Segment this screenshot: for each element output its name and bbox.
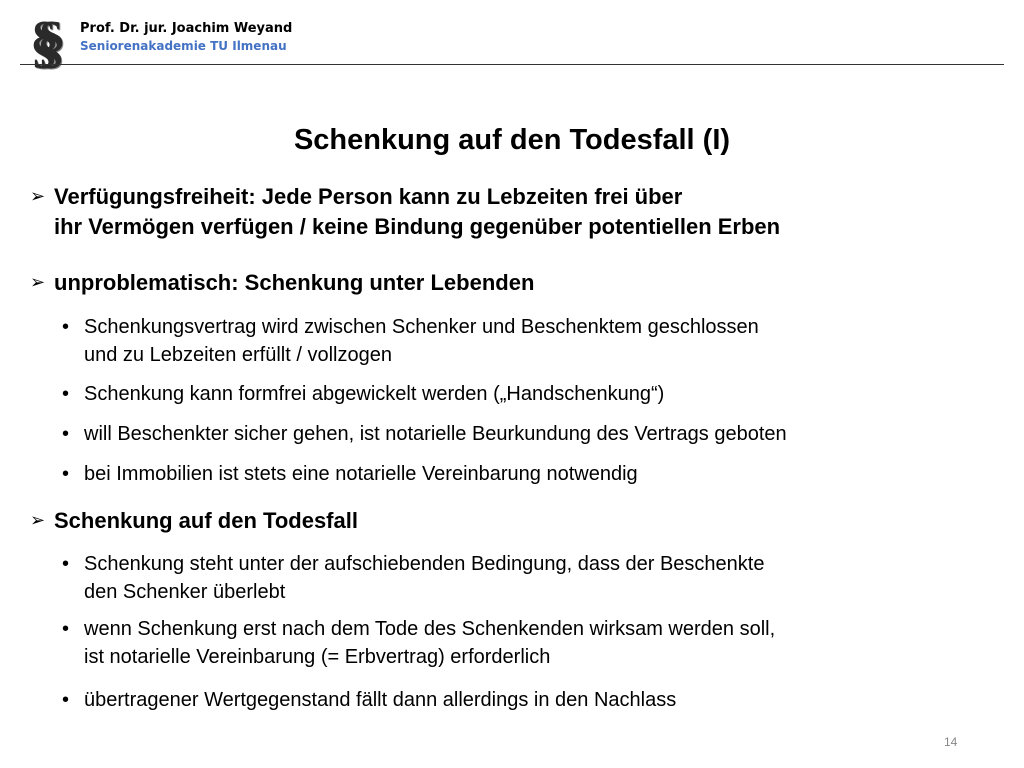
main-bullet-unproblematisch <box>30 268 534 298</box>
bullet-line: den Schenker überlebt <box>84 581 286 603</box>
header-divider <box>20 64 1004 65</box>
main-bullet-todesfall <box>30 506 358 536</box>
main-bullet-verfuegungsfreiheit <box>30 182 780 242</box>
sub-bullet-immobilien <box>62 460 638 488</box>
header <box>80 20 292 55</box>
bullet-line: und zu Lebzeiten erfüllt / vollzogen <box>84 344 392 366</box>
bullet-line: wenn Schenkung erst nach dem Tode des Schenkenden wirksam werden soll, <box>84 618 776 640</box>
arrow-bullet-icon: ➢ <box>30 272 46 293</box>
author-name: Prof. Dr. jur. Joachim Weyand <box>80 21 293 36</box>
bullet-line: Schenkungsvertrag wird zwischen Schenker und Beschenktem geschlossen <box>84 316 759 338</box>
page-number: 14 <box>944 735 958 749</box>
institution-name: Seniorenakademie TU Ilmenau <box>80 39 287 53</box>
arrow-bullet-icon: ➢ <box>30 186 46 207</box>
bullet-line: Verfügungsfreiheit: Jede Person kann zu Lebzeiten frei über <box>54 184 683 209</box>
sub-bullet-schenkungsvertrag <box>62 313 759 369</box>
bullet-line: Schenkung auf den Todesfall <box>54 508 358 533</box>
sub-bullet-notarielle-beurkundung <box>62 420 787 448</box>
sub-bullet-formfrei <box>62 380 664 408</box>
dot-bullet-icon: • <box>62 553 70 575</box>
bullet-line: ihr Vermögen verfügen / keine Bindung gegenüber potentiellen Erben <box>54 214 781 239</box>
dot-bullet-icon: • <box>62 423 70 445</box>
bullet-line: bei Immobilien ist stets eine notarielle Vereinbarung notwendig <box>84 463 638 485</box>
dot-bullet-icon: • <box>62 316 70 338</box>
bullet-line: will Beschenkter sicher gehen, ist notarielle Beurkundung des Vertrags geboten <box>84 423 787 445</box>
dot-bullet-icon: • <box>62 383 70 405</box>
bullet-line: ist notarielle Vereinbarung (= Erbvertrag) erforderlich <box>84 646 551 668</box>
bullet-line: übertragener Wertgegenstand fällt dann allerdings in den Nachlass <box>84 689 677 711</box>
dot-bullet-icon: • <box>62 618 70 640</box>
sub-bullet-erbvertrag <box>62 615 775 671</box>
sub-bullet-nachlass <box>62 686 676 714</box>
arrow-bullet-icon: ➢ <box>30 510 46 531</box>
bullet-line: Schenkung steht unter der aufschiebenden Bedingung, dass der Beschenkte <box>84 553 765 575</box>
dot-bullet-icon: • <box>62 463 70 485</box>
slide-title: Schenkung auf den Todesfall (I) <box>293 124 731 156</box>
sub-bullet-aufschiebende-bedingung <box>62 550 764 606</box>
logo-section-sign: §§ <box>30 9 44 74</box>
bullet-line: unproblematisch: Schenkung unter Lebenden <box>54 270 535 295</box>
dot-bullet-icon: • <box>62 689 70 711</box>
bullet-line: Schenkung kann formfrei abgewickelt werden („Handschenkung“) <box>84 383 665 405</box>
